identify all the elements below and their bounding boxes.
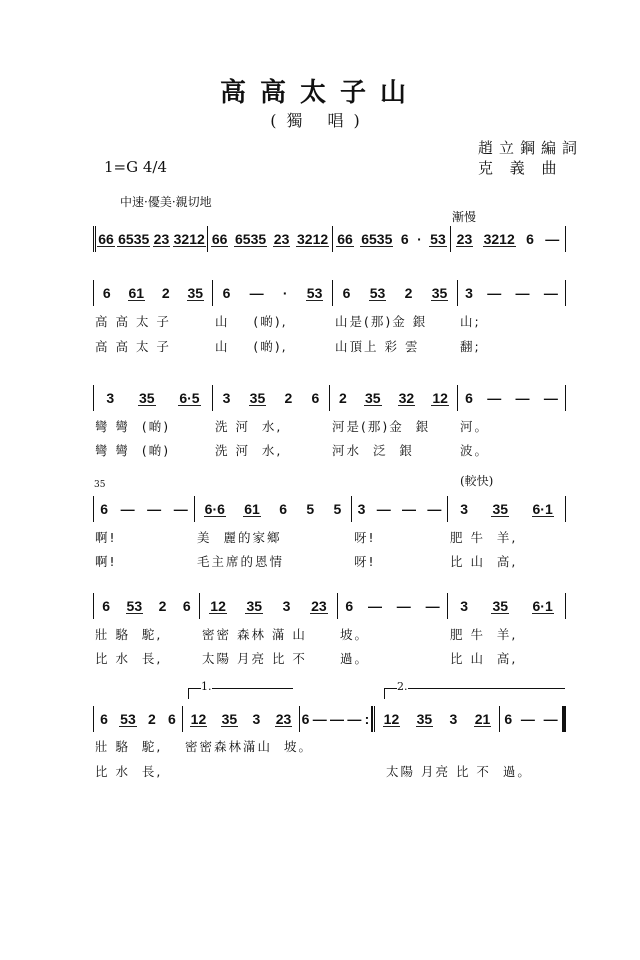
lyric-segment: 肥 牛 羊,: [450, 530, 518, 545]
note-group: —: [515, 285, 530, 301]
lyricist-credit: 趙立鋼編詞: [478, 139, 584, 157]
lyric-segment: 坡。: [340, 627, 370, 642]
note-group: 66: [337, 230, 353, 247]
notes-line: [0, 593, 640, 619]
lyric-segment: 翻;: [460, 339, 481, 354]
note-group: 61: [128, 284, 145, 301]
note-group: —: [487, 285, 502, 301]
notes-line: [0, 226, 640, 252]
note-group: —: [330, 711, 345, 727]
volta-2: 2.: [384, 688, 565, 699]
note-group: 32: [398, 389, 415, 406]
note-group: 12: [190, 710, 207, 727]
note-group: —: [367, 598, 382, 614]
note-group: 2: [158, 598, 167, 614]
note-group: 21: [474, 710, 491, 727]
note-group: 6·1: [532, 500, 553, 517]
lyric-segment: 壯 駱 駝,: [95, 627, 163, 642]
notes-line: [0, 385, 640, 411]
lyric-segment: 啊!: [95, 530, 117, 545]
measure: [333, 226, 451, 252]
note-group: 12: [210, 597, 226, 614]
note-group: 23: [456, 230, 473, 247]
lyric-line-2: [0, 764, 640, 784]
lyric-line-2: [0, 443, 640, 463]
measure: [200, 593, 338, 619]
note-group: 23: [311, 597, 327, 614]
lyric-segment: 河。: [460, 419, 490, 434]
note-group: 53: [126, 597, 143, 614]
lyric-segment: 洗 河 水,: [215, 419, 283, 434]
measure: [372, 706, 500, 732]
measure: [352, 496, 448, 522]
note-group: —: [312, 711, 327, 727]
note-group: 35: [364, 389, 381, 406]
lyric-line-1: [0, 627, 640, 647]
measure: [500, 706, 566, 732]
note-group: 6535: [118, 230, 150, 247]
note-group: 6535: [235, 230, 267, 247]
note-group: 6: [102, 285, 111, 301]
lyric-segment: 山;: [460, 314, 481, 329]
note-group: 53: [369, 284, 386, 301]
note-group: 12: [383, 710, 400, 727]
note-group: 6: [182, 598, 191, 614]
lyric-segment: 山頂上 彩 雲: [335, 339, 420, 354]
measure: [195, 496, 352, 522]
note-group: 2: [284, 390, 293, 406]
measure: [458, 280, 566, 306]
lyric-line-2: [0, 554, 640, 574]
note-group: 5: [306, 501, 315, 517]
note-group: —: [173, 501, 188, 517]
lyric-segment: 彎 彎 (啲): [95, 443, 171, 458]
measure: [330, 385, 458, 411]
note-group: 6: [342, 285, 351, 301]
note-group: 35: [492, 500, 509, 517]
note-group: 2: [148, 711, 156, 727]
lyric-segment: 河水 泛 銀: [332, 443, 414, 458]
note-group: 2: [161, 285, 170, 301]
note-group: 6: [222, 285, 231, 301]
lyric-segment: 毛主席的恩情: [197, 554, 285, 569]
lyric-segment: 密密森林滿山 坡。: [185, 739, 313, 754]
lyric-segment: 密密 森林 滿 山: [202, 627, 307, 642]
lyric-line-1: [0, 419, 640, 439]
measure: [93, 496, 195, 522]
note-group: —: [543, 390, 558, 406]
tempo-marking: 中速·優美·親切地: [120, 195, 212, 209]
note-group: —: [396, 598, 411, 614]
lyric-segment: 比 山 高,: [450, 554, 518, 569]
measure: [93, 706, 183, 732]
lyric-line-1: [0, 739, 640, 759]
note-group: —: [402, 501, 417, 517]
notes-line: [0, 280, 640, 306]
measure: [93, 280, 213, 306]
note-group: 23: [153, 230, 170, 247]
lyric-line-1: [0, 530, 640, 550]
note-group: 35: [416, 710, 433, 727]
note-group: 53: [430, 230, 446, 247]
note-group: 6: [168, 711, 176, 727]
note-group: 66: [211, 230, 228, 247]
note-group: —: [376, 501, 391, 517]
note-group: 6: [100, 501, 109, 517]
note-group: 3: [106, 390, 115, 406]
note-group: 6535: [361, 230, 393, 247]
note-group: 3: [465, 285, 473, 301]
note-group: 3212: [483, 230, 515, 247]
note-group: 3: [460, 501, 469, 517]
lyric-segment: 呀!: [354, 530, 376, 545]
lyric-segment: 比 水 長,: [95, 651, 163, 666]
key-signature: 1=G 4/4: [104, 158, 168, 176]
lyric-segment: 波。: [460, 443, 490, 458]
lyric-segment: 比 水 長,: [95, 764, 163, 779]
note-group: 3: [449, 711, 458, 727]
lyric-segment: 美 麗的家鄉: [197, 530, 282, 545]
note-group: 2: [339, 390, 347, 406]
note-group: 3: [252, 711, 261, 727]
ritardando-mark: 漸慢: [452, 210, 477, 224]
lyric-segment: 過。: [340, 651, 370, 666]
note-group: 35: [138, 389, 155, 406]
note-group: —: [515, 390, 530, 406]
measure: [300, 706, 372, 732]
lyric-segment: 肥 牛 羊,: [450, 627, 518, 642]
note-group: 6: [102, 598, 111, 614]
note-group: 3212: [173, 230, 205, 247]
note-group: 35: [221, 710, 238, 727]
note-group: 3: [282, 598, 291, 614]
lyric-segment: 比 山 高,: [450, 651, 518, 666]
note-group: 6: [345, 598, 354, 614]
faster-mark: (較快): [460, 474, 494, 488]
lyric-segment: 啊!: [95, 554, 117, 569]
credits: [478, 138, 583, 178]
note-group: 23: [275, 710, 292, 727]
note-group: 6: [100, 711, 108, 727]
note-group: 3: [357, 501, 366, 517]
note-group: 6·6: [204, 500, 225, 517]
song-subtitle: (獨 唱): [270, 111, 370, 130]
grace-notes: 35: [94, 480, 106, 490]
note-group: ·: [282, 285, 288, 301]
lyric-segment: 高 高 太 子: [95, 339, 171, 354]
lyric-segment: 太陽 月亮 比 不 過。: [386, 764, 532, 779]
measure: [213, 385, 330, 411]
lyric-segment: 壯 駱 駝,: [95, 739, 163, 754]
note-group: 35: [492, 597, 509, 614]
note-group: —: [427, 501, 442, 517]
lyric-segment: 呀!: [354, 554, 376, 569]
measure: [213, 280, 333, 306]
lyric-segment: 河是(那)金 銀: [332, 419, 431, 434]
note-group: —: [249, 285, 264, 301]
lyric-line-1: [0, 314, 640, 334]
lyric-line-2: [0, 651, 640, 671]
note-group: 6·1: [532, 597, 553, 614]
note-group: 6: [526, 231, 534, 247]
song-title: 高高太子山: [219, 78, 420, 108]
note-group: 66: [98, 230, 114, 247]
note-group: —: [487, 390, 502, 406]
note-group: 53: [306, 284, 323, 301]
note-group: 6: [400, 231, 409, 247]
lyric-segment: 彎 彎 (啲): [95, 419, 171, 434]
measure: [93, 593, 200, 619]
note-group: 6: [279, 501, 287, 517]
note-group: 5: [333, 501, 342, 517]
note-group: 6·5: [179, 389, 200, 406]
measure: [448, 593, 566, 619]
notes-line: [0, 706, 640, 732]
note-group: 3212: [297, 230, 329, 247]
measure: [451, 226, 566, 252]
lyric-segment: 山 (啲),: [215, 314, 288, 329]
lyric-segment: 太陽 月亮 比 不: [202, 651, 307, 666]
note-group: —: [120, 501, 135, 517]
note-group: —: [545, 231, 560, 247]
note-group: 35: [249, 389, 266, 406]
note-group: 35: [187, 284, 204, 301]
note-group: —: [147, 501, 162, 517]
note-group: 2: [404, 285, 413, 301]
note-group: ·: [417, 231, 422, 247]
note-group: 35: [246, 597, 263, 614]
note-group: 3: [222, 390, 231, 406]
measure: [93, 385, 213, 411]
lyric-segment: 洗 河 水,: [215, 443, 283, 458]
note-group: 35: [431, 284, 448, 301]
lyric-segment: 高 高 太 子: [95, 314, 171, 329]
measure: [458, 385, 566, 411]
note-group: —: [543, 711, 558, 727]
note-group: 61: [244, 500, 260, 517]
note-group: —: [347, 711, 362, 727]
note-group: 23: [273, 230, 290, 247]
lyric-segment: 山是(那)金 銀: [335, 314, 428, 329]
note-group: :: [364, 711, 370, 727]
lyric-line-2: [0, 339, 640, 359]
measure: [338, 593, 448, 619]
note-group: —: [425, 598, 440, 614]
note-group: 6: [465, 390, 473, 406]
note-group: 53: [120, 710, 136, 727]
lyric-segment: 山 (啲),: [215, 339, 288, 354]
note-group: —: [520, 711, 535, 727]
note-group: 6: [504, 711, 513, 727]
note-group: —: [543, 285, 558, 301]
measure: [183, 706, 300, 732]
note-group: 6: [301, 711, 310, 727]
note-group: 12: [432, 389, 448, 406]
measure: [208, 226, 333, 252]
notes-line: [0, 496, 640, 522]
measure: [93, 226, 208, 252]
measure: [333, 280, 458, 306]
measure: [448, 496, 566, 522]
note-group: 6: [311, 390, 320, 406]
volta-1: 1.: [188, 688, 293, 699]
composer-credit: 克 義 曲: [478, 159, 563, 177]
note-group: 3: [460, 598, 469, 614]
